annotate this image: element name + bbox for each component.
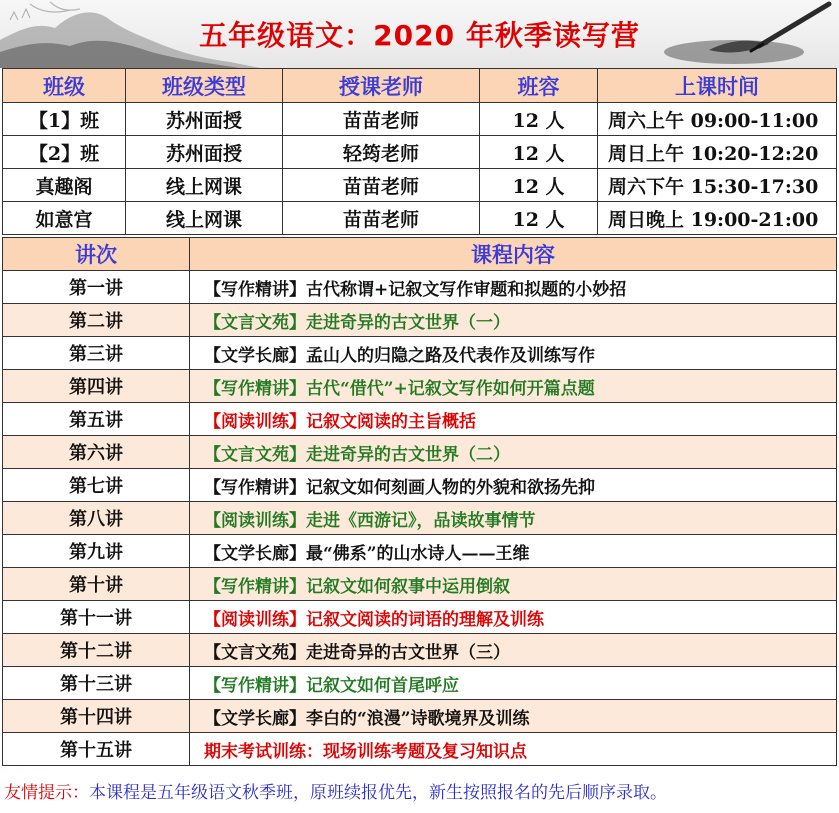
- lesson-row: [3, 733, 837, 766]
- class-capacity: 12 人: [480, 136, 598, 169]
- class-table-header: [3, 69, 837, 103]
- header-lesson-content: 课程内容: [190, 238, 837, 271]
- class-row: [3, 103, 837, 136]
- lesson-number: 第十讲: [3, 568, 190, 601]
- class-teacher: 轻筠老师: [283, 136, 480, 169]
- class-time: 周六上午 09:00-11:00: [598, 103, 837, 136]
- lesson-number: 第二讲: [3, 304, 190, 337]
- lesson-row: [3, 304, 837, 337]
- lesson-topic: 【写作精讲】古代“借代”+记叙文写作如何开篇点题: [190, 370, 837, 403]
- class-type: 苏州面授: [126, 136, 283, 169]
- reminder-label: 友情提示：: [4, 783, 89, 803]
- class-row: [3, 202, 837, 235]
- friendly-reminder: [0, 774, 839, 813]
- lesson-number: 第十二讲: [3, 634, 190, 667]
- header-banner: [0, 0, 839, 68]
- lesson-row: [3, 370, 837, 403]
- lesson-topic: 【阅读训练】记叙文阅读的主旨概括: [190, 403, 837, 436]
- lesson-number: 第七讲: [3, 469, 190, 502]
- class-time: 周日晚上 19:00-21:00: [598, 202, 837, 235]
- lesson-number: 第八讲: [3, 502, 190, 535]
- header-time: 上课时间: [598, 69, 837, 103]
- lesson-topic: 【写作精讲】记叙文如何叙事中运用倒叙: [190, 568, 837, 601]
- lesson-table: [2, 237, 837, 766]
- lesson-number: 第九讲: [3, 535, 190, 568]
- class-time: 周日上午 10:20-12:20: [598, 136, 837, 169]
- lesson-number: 第一讲: [3, 271, 190, 304]
- lesson-row: [3, 502, 837, 535]
- lesson-row: [3, 403, 837, 436]
- lesson-row: [3, 634, 837, 667]
- header-class: 班级: [3, 69, 126, 103]
- page-title: 五年级语文：2020 年秋季读写营: [199, 19, 640, 52]
- lesson-number: 第十五讲: [3, 733, 190, 766]
- lesson-topic: 【文学长廊】孟山人的归隐之路及代表作及训练写作: [190, 337, 837, 370]
- lesson-row: [3, 337, 837, 370]
- lesson-topic: 【文言文苑】走进奇异的古文世界（二）: [190, 436, 837, 469]
- lesson-row: [3, 271, 837, 304]
- lesson-topic: 【写作精讲】记叙文如何刻画人物的外貌和欲扬先抑: [190, 469, 837, 502]
- lesson-topic: 【阅读训练】记叙文阅读的词语的理解及训练: [190, 601, 837, 634]
- class-name: 真趣阁: [3, 169, 126, 202]
- lesson-row: [3, 601, 837, 634]
- lesson-row: [3, 436, 837, 469]
- lesson-topic: 【文言文苑】走进奇异的古文世界（三）: [190, 634, 837, 667]
- header-type: 班级类型: [126, 69, 283, 103]
- lesson-topic: 【文言文苑】走进奇异的古文世界（一）: [190, 304, 837, 337]
- class-name: 如意宫: [3, 202, 126, 235]
- reminder-text: 本课程是五年级语文秋季班，原班续报优先，新生按照报名的先后顺序录取。: [89, 783, 667, 803]
- class-capacity: 12 人: [480, 202, 598, 235]
- header-teacher: 授课老师: [283, 69, 480, 103]
- class-type: 苏州面授: [126, 103, 283, 136]
- lesson-number: 第四讲: [3, 370, 190, 403]
- lesson-topic: 【阅读训练】走进《西游记》，品读故事情节: [190, 502, 837, 535]
- class-capacity: 12 人: [480, 103, 598, 136]
- class-name: 【2】班: [3, 136, 126, 169]
- lesson-number: 第三讲: [3, 337, 190, 370]
- lesson-table-header: [3, 238, 837, 271]
- lesson-topic: 【文学长廊】最“佛系”的山水诗人——王维: [190, 535, 837, 568]
- class-teacher: 苗苗老师: [283, 103, 480, 136]
- lesson-number: 第六讲: [3, 436, 190, 469]
- lesson-row: [3, 667, 837, 700]
- lesson-number: 第十四讲: [3, 700, 190, 733]
- lesson-number: 第十一讲: [3, 601, 190, 634]
- lesson-topic: 【文学长廊】李白的“浪漫”诗歌境界及训练: [190, 700, 837, 733]
- lesson-row: [3, 469, 837, 502]
- lesson-row: [3, 568, 837, 601]
- class-teacher: 苗苗老师: [283, 169, 480, 202]
- lesson-row: [3, 700, 837, 733]
- lesson-number: 第五讲: [3, 403, 190, 436]
- class-row: [3, 136, 837, 169]
- class-table: [2, 68, 837, 235]
- class-capacity: 12 人: [480, 169, 598, 202]
- lesson-topic: 期末考试训练：现场训练考题及复习知识点: [190, 733, 837, 766]
- class-type: 线上网课: [126, 202, 283, 235]
- class-type: 线上网课: [126, 169, 283, 202]
- lesson-topic: 【写作精讲】记叙文如何首尾呼应: [190, 667, 837, 700]
- header-capacity: 班容: [480, 69, 598, 103]
- class-row: [3, 169, 837, 202]
- lesson-row: [3, 535, 837, 568]
- lesson-number: 第十三讲: [3, 667, 190, 700]
- class-name: 【1】班: [3, 103, 126, 136]
- class-time: 周六下午 15:30-17:30: [598, 169, 837, 202]
- header-lesson-number: 讲次: [3, 238, 190, 271]
- class-teacher: 苗苗老师: [283, 202, 480, 235]
- lesson-topic: 【写作精讲】古代称谓+记叙文写作审题和拟题的小妙招: [190, 271, 837, 304]
